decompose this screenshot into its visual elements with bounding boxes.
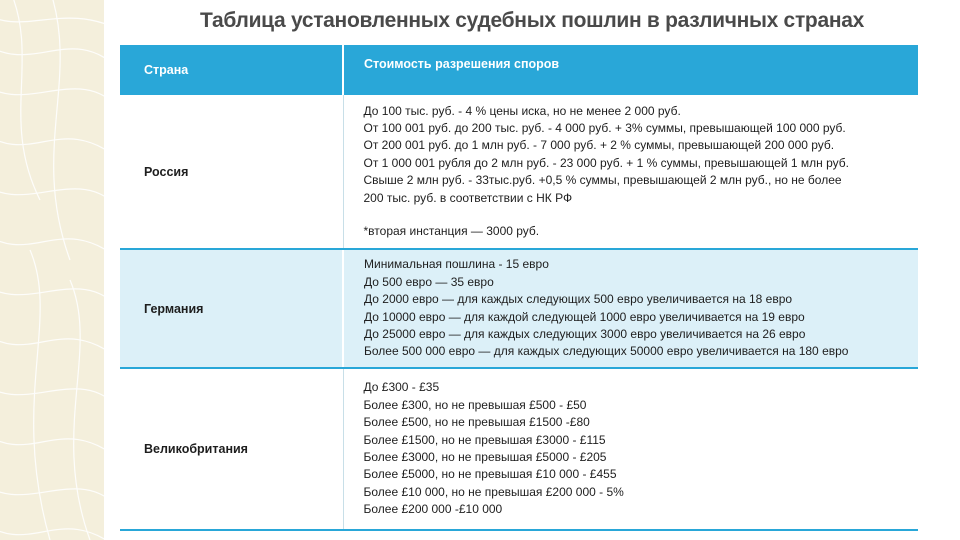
cost-cell: [343, 368, 918, 530]
table-row-uk: [120, 368, 918, 530]
cost-line: От 200 001 руб. до 1 млн руб. - 7 000 руб. + 2 % суммы, превышающей 200 000 руб.: [363, 138, 835, 153]
cost-line: Более £3000, но не превышая £5000 - £205: [363, 450, 607, 464]
page-title: Таблица установленных судебных пошлин в различных странах: [200, 9, 864, 32]
cost-line: До 500 евро — 35 евро: [364, 274, 494, 289]
cost-note: *вторая инстанция — 3000 руб.: [363, 224, 540, 239]
cost-line: Более £1500, но не превышая £3000 - £115: [363, 432, 606, 447]
header-country: Страна: [120, 45, 343, 95]
decorative-side-band: [0, 0, 104, 540]
cost-line: Более £200 000 -£10 000: [363, 502, 503, 517]
cost-line: От 1 000 001 рубля до 2 млн руб. - 23 000 руб. + 1 % суммы, превышающей 1 млн руб.: [363, 155, 849, 170]
cost-line: До 25000 евро — для каждых следующих 3000 евро увеличивается на 26 евро: [364, 326, 806, 341]
cost-line: Более £10 000, но не превышая £200 000 - 5%: [363, 484, 624, 499]
wave-pattern-icon: [0, 0, 104, 540]
fees-table: [120, 45, 918, 531]
country-cell: Великобритания: [120, 368, 343, 530]
country-cell: Россия: [120, 95, 343, 249]
cost-cell: [343, 249, 918, 368]
cost-line: Более 500 000 евро — для каждых следующих 50000 евро увеличивается на 180 евро: [364, 344, 849, 359]
cost-line: Минимальная пошлина - 15 евро: [364, 257, 549, 272]
cost-line: До £300 - £35: [363, 380, 440, 395]
country-cell: Германия: [120, 249, 343, 368]
cost-line: До 100 тыс. руб. - 4 % цены иска, но не менее 2 000 руб.: [363, 103, 681, 118]
table-row-russia: [120, 95, 918, 249]
header-cost: Стоимость разрешения споров: [343, 45, 918, 95]
cost-line: Более £500, но не превышая £1500 -£80: [363, 415, 590, 430]
cost-line: Более £5000, но не превышая £10 000 - £455: [363, 467, 617, 482]
cost-line: От 100 001 руб. до 200 тыс. руб. - 4 000 руб. + 3% суммы, превышающей 100 000 руб.: [363, 120, 846, 135]
cost-line: До 2000 евро — для каждых следующих 500 евро увеличивается на 18 евро: [364, 292, 793, 307]
table-row-germany: [120, 249, 918, 368]
table-header-row: [120, 45, 918, 95]
cost-cell: [343, 95, 918, 249]
cost-line: Свыше 2 млн руб. - 33тыс.руб. +0,5 % суммы, превышающей 2 млн руб., но не более: [363, 173, 842, 188]
cost-line: Более £300, но не превышая £500 - £50: [363, 397, 587, 412]
cost-line: 200 тыс. руб. в соответствии с НК РФ: [363, 190, 573, 205]
cost-line: До 10000 евро — для каждой следующей 1000 евро увеличивается на 19 евро: [364, 309, 805, 324]
